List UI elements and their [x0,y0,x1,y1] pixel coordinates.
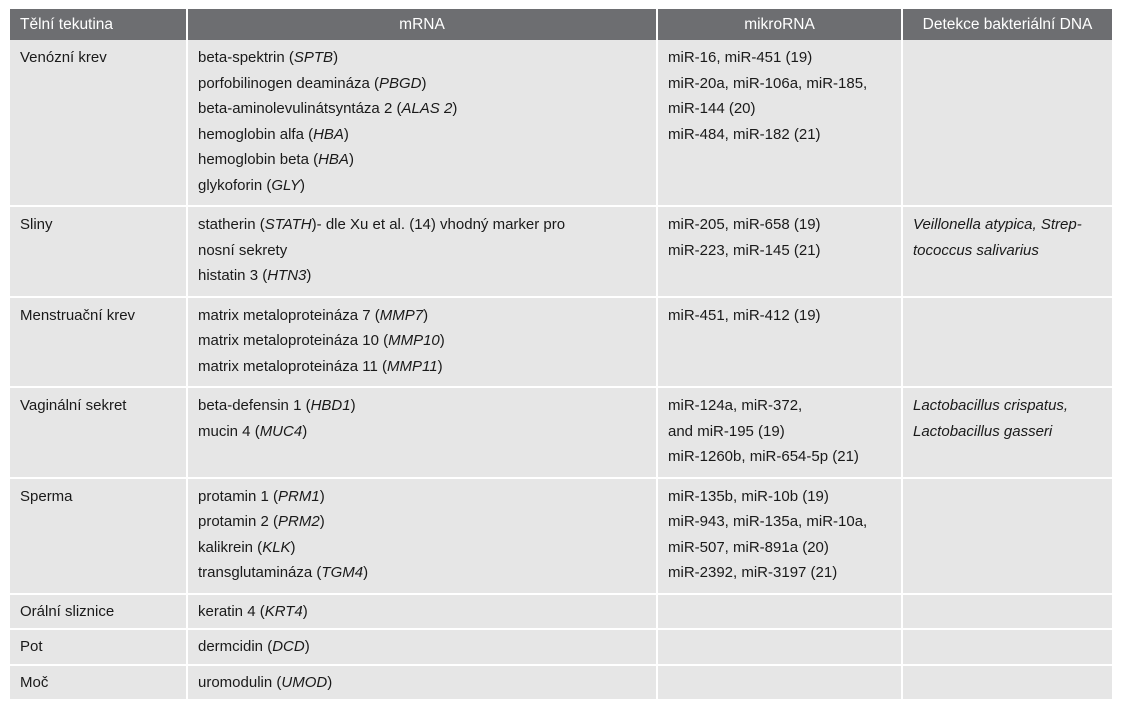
cell-mirna [657,297,902,388]
cell-fluid [10,387,187,478]
mrna-suffix: ) [343,125,349,143]
mrna-suffix: ) [304,638,310,655]
mrna-name: matrix metaloproteináza 7 ( [198,306,380,324]
bacteria-line: Lactobacillus gasseri [913,422,1053,440]
cell-bacteria [902,629,1112,665]
mrna-name: nosní sekrety [198,241,288,259]
mrna-item [198,96,646,122]
mrna-suffix: ) [333,49,339,66]
cell-mrna [187,478,657,594]
table-row [10,297,1112,388]
mrna-name: beta-spektrin ( [198,49,294,66]
mrna-item [198,419,646,445]
header-row [10,9,1112,40]
mrna-item [198,173,646,199]
mrna-item [198,147,646,173]
fluid-label: Orální sliznice [20,602,115,620]
mrna-item [198,263,646,289]
bacteria-line: tococcus salivarius [913,241,1039,259]
mrna-name: matrix metaloproteináza 11 ( [198,357,387,375]
gene-symbol: MMP11 [386,357,438,375]
mirna-line: miR-144 (20) [668,100,756,117]
gene-symbol: MUC4 [259,422,303,440]
mrna-suffix: ) [302,422,308,440]
mrna-item [198,303,646,329]
header-bacteria: Detekce bakteriální DNA [902,9,1112,40]
header-fluid: Tělní tekutina [10,9,187,40]
mrna-name: hemoglobin beta ( [198,151,319,168]
mirna-line: and miR-195 (19) [668,422,785,440]
cell-mirna [657,40,902,206]
cell-mirna [657,387,902,478]
mrna-suffix: ) [319,487,325,505]
mrna-name: beta-defensin 1 ( [198,397,311,414]
mrna-suffix: ) [290,538,296,556]
cell-bacteria [902,594,1112,630]
mirna-line: miR-20a, miR-106a, miR-185, [668,74,868,92]
cell-fluid [10,206,187,297]
mrna-suffix: ) [302,602,308,620]
mirna-line: miR-484, miR-182 (21) [668,125,821,143]
table-row [10,665,1112,701]
cell-bacteria [902,665,1112,701]
mrna-name: beta-aminolevulinátsyntáza 2 ( [198,100,402,117]
mirna-line: miR-205, miR-658 (19) [668,216,821,233]
mrna-item [198,393,646,419]
gene-symbol: GLY [271,176,300,194]
cell-mrna [187,206,657,297]
mrna-item [198,484,646,510]
cell-mirna [657,206,902,297]
mrna-item [198,509,646,535]
mrna-item [198,634,646,660]
fluid-label: Venózní krev [20,49,107,66]
body-fluid-markers-table [10,9,1112,701]
mrna-name: matrix metaloproteináza 10 ( [198,332,389,349]
gene-symbol: DCD [272,638,305,655]
cell-mrna [187,665,657,701]
mrna-name: glykoforin ( [198,176,272,194]
cell-mrna [187,40,657,206]
cell-mrna [187,594,657,630]
mrna-item [198,71,646,97]
gene-symbol: HBA [313,125,344,143]
mrna-name: mucin 4 ( [198,422,260,440]
cell-mrna [187,387,657,478]
gene-symbol: KRT4 [264,602,303,620]
table-row [10,40,1112,206]
mirna-line: miR-223, miR-145 (21) [668,241,821,259]
gene-symbol: PRM2 [278,513,320,530]
mrna-name: protamin 1 ( [198,487,279,505]
gene-symbol: UMOD [281,673,328,691]
mrna-name: hemoglobin alfa ( [198,125,314,143]
mirna-line: miR-1260b, miR-654-5p (21) [668,448,859,465]
fluid-label: Menstruační krev [20,306,136,324]
mrna-item [198,122,646,148]
fluid-label: Vaginální sekret [20,397,127,414]
table-body [10,40,1112,700]
mirna-line: miR-16, miR-451 (19) [668,49,813,66]
bacteria-line: Lactobacillus crispatus, [913,397,1069,414]
gene-symbol: HTN3 [267,267,307,284]
mrna-suffix: ) [350,397,356,414]
gene-symbol: ALAS 2 [401,100,453,117]
cell-bacteria [902,478,1112,594]
table-row [10,629,1112,665]
cell-mirna [657,629,902,665]
mrna-name: transglutamináza ( [198,564,322,581]
mirna-line: miR-2392, miR-3197 (21) [668,564,838,581]
mrna-item [198,535,646,561]
mrna-item [198,599,646,625]
mirna-line: miR-943, miR-135a, miR-10a, [668,513,868,530]
gene-symbol: STATH [264,216,312,233]
cell-fluid [10,297,187,388]
mirna-line: miR-124a, miR-372, [668,397,803,414]
mrna-item [198,212,646,238]
fluid-label: Sperma [20,487,73,505]
table-container [10,9,1112,701]
mrna-suffix: ) [319,513,325,530]
fluid-label: Moč [20,673,49,691]
mrna-suffix: ) [348,151,354,168]
mrna-name: uromodulin ( [198,673,282,691]
mrna-suffix: ) [327,673,333,691]
mrna-name: dermcidin ( [198,638,273,655]
cell-bacteria [902,206,1112,297]
mirna-line: miR-507, miR-891a (20) [668,538,829,556]
gene-symbol: PBGD [378,74,422,92]
mrna-suffix: )- dle Xu et al. (14) vhodný marker pro [311,216,566,233]
cell-bacteria [902,297,1112,388]
mrna-item [198,45,646,71]
cell-mrna [187,297,657,388]
table-row [10,387,1112,478]
cell-mirna [657,478,902,594]
mrna-suffix: ) [300,176,305,194]
mrna-suffix: ) [363,564,369,581]
fluid-label: Sliny [20,216,53,233]
mrna-suffix: ) [306,267,312,284]
mrna-name: protamin 2 ( [198,513,279,530]
mrna-name: statherin ( [198,216,265,233]
mrna-name: keratin 4 ( [198,602,265,620]
cell-fluid [10,594,187,630]
mrna-item [198,238,646,264]
mrna-name: kalikrein ( [198,538,263,556]
gene-symbol: SPTB [293,49,334,66]
cell-bacteria [902,40,1112,206]
gene-symbol: TGM4 [321,564,364,581]
cell-fluid [10,40,187,206]
cell-mrna [187,629,657,665]
fluid-label: Pot [20,638,43,655]
mrna-item [198,560,646,586]
mrna-suffix: ) [452,100,458,117]
bacteria-line: Veillonella atypica, Strep- [913,216,1082,233]
gene-symbol: MMP7 [379,306,424,324]
table-row [10,206,1112,297]
gene-symbol: HBD1 [310,397,351,414]
cell-fluid [10,629,187,665]
header-mirna: mikroRNA [657,9,902,40]
header-mrna: mRNA [187,9,657,40]
mrna-name: histatin 3 ( [198,267,268,284]
cell-fluid [10,665,187,701]
mrna-item [198,328,646,354]
mrna-item [198,670,646,696]
mrna-suffix: ) [439,332,445,349]
mrna-item [198,354,646,380]
table-row [10,594,1112,630]
cell-bacteria [902,387,1112,478]
gene-symbol: MMP10 [388,332,440,349]
cell-fluid [10,478,187,594]
table-row [10,478,1112,594]
mrna-suffix: ) [421,74,427,92]
mirna-line: miR-451, miR-412 (19) [668,306,821,324]
gene-symbol: PRM1 [278,487,320,505]
cell-mirna [657,665,902,701]
mirna-line: miR-135b, miR-10b (19) [668,487,829,505]
cell-mirna [657,594,902,630]
mrna-suffix: ) [437,357,443,375]
mrna-name: porfobilinogen deamináza ( [198,74,379,92]
gene-symbol: HBA [318,151,349,168]
mrna-suffix: ) [423,306,429,324]
gene-symbol: KLK [262,538,291,556]
